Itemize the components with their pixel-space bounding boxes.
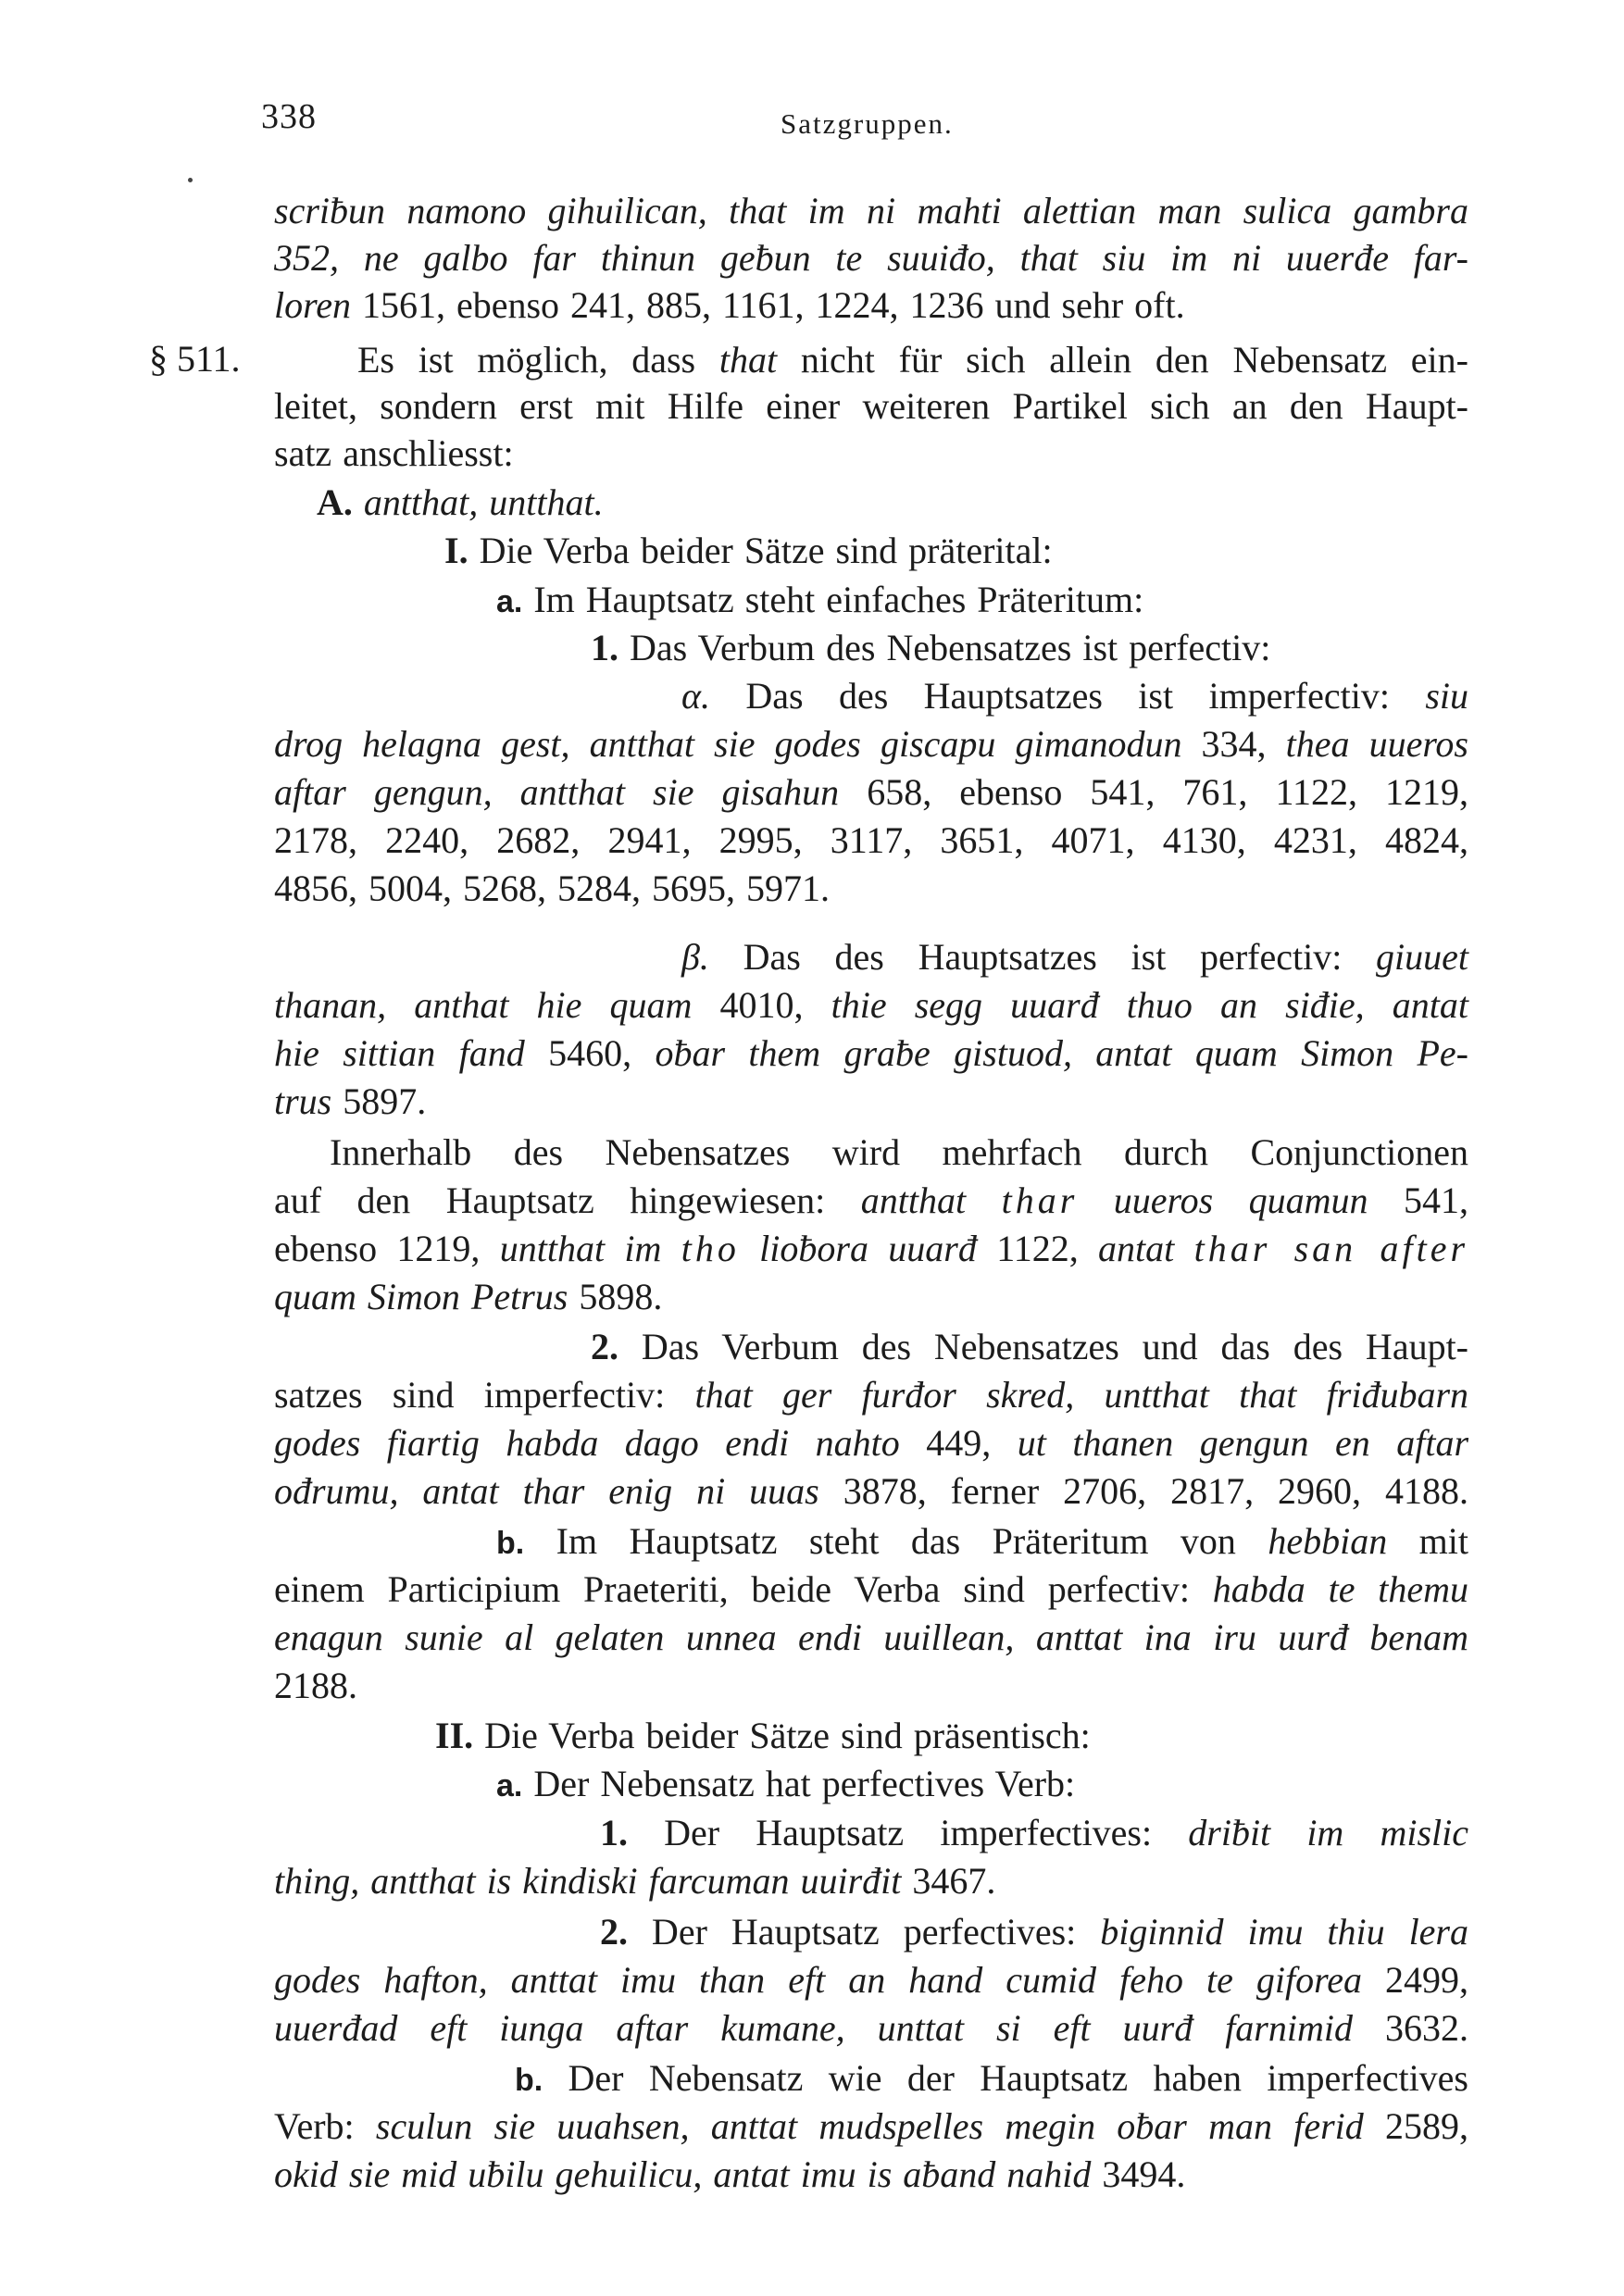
text-line: ođrumu, antat thar enig ni uuas 3878, ferner 2706, 2817, 2960, 4188. <box>274 1470 1469 1512</box>
heading-i-a: a. Im Hauptsatz steht einfaches Präteritum: <box>496 579 1144 620</box>
text-line: auf den Hauptsatz hingewiesen: antthat thar uueros quamun 541, <box>274 1179 1468 1221</box>
text-line: thanan, anthat hie quam 4010, thie segg uuarđ thuo an siđie, antat <box>274 984 1469 1026</box>
text-line: leitet, sondern erst mit Hilfe einer weiteren Partikel sich an den Haupt- <box>274 385 1468 427</box>
heading-i: I. Die Verba beider Sätze sind präterital: <box>444 530 1053 571</box>
text-line: okid sie mid uƀilu gehuilicu, antat imu is aƀand nahid 3494. <box>274 2153 1186 2195</box>
text-line: ebenso 1219, untthat im tho lioƀora uuarđ 1122, antat thar san after <box>274 1228 1469 1269</box>
text-line: Verb: sculun sie uuahsen, anttat mudspelles megin oƀar man ferid 2589, <box>274 2105 1468 2147</box>
section-number: § 511. <box>149 338 241 380</box>
heading-ii: II. Die Verba beider Sätze sind präsentisch: <box>435 1715 1091 1756</box>
text-line: thing, antthat is kindiski farcuman uuirđit 3467. <box>274 1860 996 1902</box>
text-line: Es ist möglich, dass that nicht für sich allein den Nebensatz ein- <box>357 339 1468 381</box>
running-title: Satzgruppen. <box>781 107 954 140</box>
heading-ii-a: a. Der Nebensatz hat perfectives Verb: <box>496 1763 1076 1804</box>
page-number: 338 <box>261 97 317 136</box>
text-line: godes hafton, anttat imu than eft an hand cumid feho te giforea 2499, <box>274 1959 1469 2001</box>
text-line: 2. Der Hauptsatz perfectives: biginnid imu thiu lera <box>600 1911 1469 1953</box>
text-line: trus 5897. <box>274 1080 427 1122</box>
text-line: 4856, 5004, 5268, 5284, 5695, 5971. <box>274 867 830 909</box>
text-line: 2178, 2240, 2682, 2941, 2995, 3117, 3651, 4071, 4130, 4231, 4824, <box>274 819 1468 861</box>
text-line: b. Der Nebensatz wie der Hauptsatz haben imperfectives <box>515 2057 1468 2099</box>
text-line: α. Das des Hauptsatzes ist imperfectiv: siu <box>681 675 1468 717</box>
text-line: Innerhalb des Nebensatzes wird mehrfach durch Conjunctionen <box>330 1131 1468 1173</box>
text-line: einem Participium Praeteriti, beide Verba sind perfectiv: habda te themu <box>274 1568 1469 1610</box>
text-line: drog helagna gest, antthat sie godes giscapu gimanodun 334, thea uueros <box>274 723 1468 765</box>
text-line: quam Simon Petrus 5898. <box>274 1276 663 1317</box>
text-line: scriƀun namono gihuilican, that im ni mahti alettian man sulica gambra <box>274 190 1468 231</box>
text-line: enagun sunie al gelaten unnea endi uuillean, anttat ina iru uurđ benam <box>274 1616 1468 1658</box>
text-line: b. Im Hauptsatz steht das Präteritum von hebbian mit <box>496 1520 1468 1562</box>
text-line: 2. Das Verbum des Nebensatzes und das des Haupt- <box>591 1326 1468 1367</box>
text-line: loren 1561, ebenso 241, 885, 1161, 1224, 1236 und sehr oft. <box>274 284 1185 326</box>
text-line: uuerđad eft iunga aftar kumane, unttat si eft uurđ farnimid 3632. <box>274 2007 1469 2049</box>
text-line: 1. Der Hauptsatz imperfectives: driƀit im mislic <box>600 1812 1468 1853</box>
text-line: satz anschliesst: <box>274 432 514 474</box>
heading-a: A. antthat, untthat. <box>317 481 604 523</box>
text-line: 352, ne galbo far thinun geƀun te suuiđo, that siu im ni uuerđe far- <box>274 237 1468 279</box>
text-line: aftar gengun, antthat sie gisahun 658, ebenso 541, 761, 1122, 1219, <box>274 771 1469 813</box>
text-line: hie sittian fand 5460, oƀar them graƀe gistuod, antat quam Simon Pe- <box>274 1032 1468 1074</box>
heading-i-a-1: 1. Das Verbum des Nebensatzes ist perfectiv: <box>591 627 1271 668</box>
text-line: satzes sind imperfectiv: that ger furđor skred, untthat that friđubarn <box>274 1374 1469 1416</box>
text-line: 2188. <box>274 1665 357 1706</box>
text-line: godes fiartig habda dago endi nahto 449, ut thanen gengun en aftar <box>274 1422 1469 1464</box>
text-line: β. Das des Hauptsatzes ist perfectiv: giuuet <box>681 936 1468 978</box>
margin-speck <box>188 178 193 182</box>
